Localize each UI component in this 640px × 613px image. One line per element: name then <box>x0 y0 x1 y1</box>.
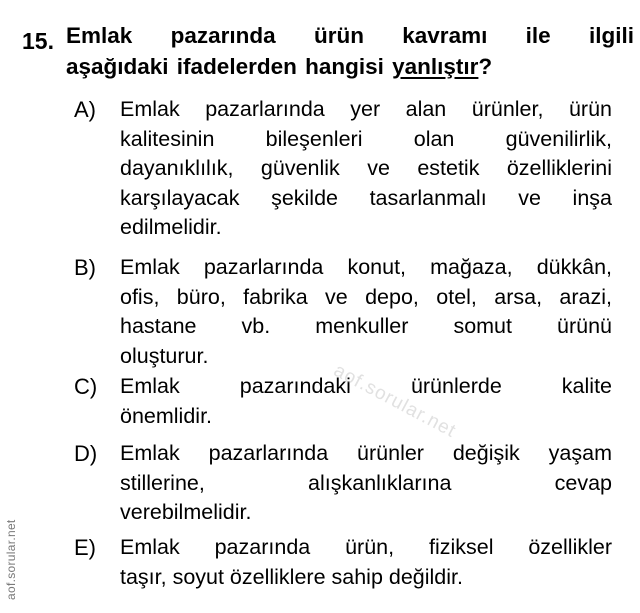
option-c-line-2: önemlidir. <box>120 403 213 428</box>
option-a-letter: A) <box>74 97 96 122</box>
question-stem-emphasis: yanlıştır <box>392 54 479 79</box>
question-stem-suffix: ? <box>478 54 493 79</box>
option-b-letter: B) <box>74 255 96 280</box>
option-b-text <box>120 253 612 371</box>
option-b-line-1: Emlak pazarlarında konut, mağaza, dükkân, <box>120 255 612 279</box>
option-c-line-1: Emlak pazarındaki ürünlerde kalite <box>120 374 612 398</box>
option-b-line-4: oluşturur. <box>120 343 209 368</box>
question-stem-line-2 <box>66 54 492 79</box>
watermark-diagonal: aof.sorular.net <box>330 360 460 443</box>
option-c-letter: C) <box>74 374 98 399</box>
option-e-line-2: taşır, soyut özelliklere sahip değildir. <box>120 564 463 589</box>
option-e-text <box>120 533 612 592</box>
question-stem-prefix: aşağıdaki ifadelerden hangisi <box>66 54 393 79</box>
option-a-line-3: dayanıklılık, güvenlik ve estetik özelliklerini <box>120 156 612 180</box>
option-d-line-1: Emlak pazarlarında ürünler değişik yaşam <box>120 441 612 465</box>
watermark-side: aof.sorular.net <box>4 519 18 600</box>
question-number: 15. <box>22 28 54 54</box>
option-d-letter: D) <box>74 441 98 466</box>
option-d-text <box>120 439 612 528</box>
option-a-text <box>120 95 612 243</box>
option-e-letter: E) <box>74 535 96 560</box>
option-a-line-5: edilmelidir. <box>120 215 222 239</box>
option-e-line-1: Emlak pazarında ürün, fiziksel özellikler <box>120 535 612 559</box>
question-stem <box>66 20 634 82</box>
option-a-line-4: karşılayacak şekilde tasarlanmalı ve inşa <box>120 185 612 210</box>
option-a-line-1: Emlak pazarlarında yer alan ürünler, ürün <box>120 97 612 121</box>
option-d-line-2: stillerine, alışkanlıklarına cevap <box>120 470 612 495</box>
question-stem-line-1: Emlak pazarında ürün kavramı ile ilgili <box>66 23 634 48</box>
option-d-line-3: verebilmelidir. <box>120 500 252 524</box>
option-b-line-3: hastane vb. menkuller somut ürünü <box>120 314 612 338</box>
option-b-line-2: ofis, büro, fabrika ve depo, otel, arsa, arazi, <box>120 284 612 309</box>
option-a-line-2: kalitesinin bileşenleri olan güvenilirlik, <box>120 126 612 151</box>
